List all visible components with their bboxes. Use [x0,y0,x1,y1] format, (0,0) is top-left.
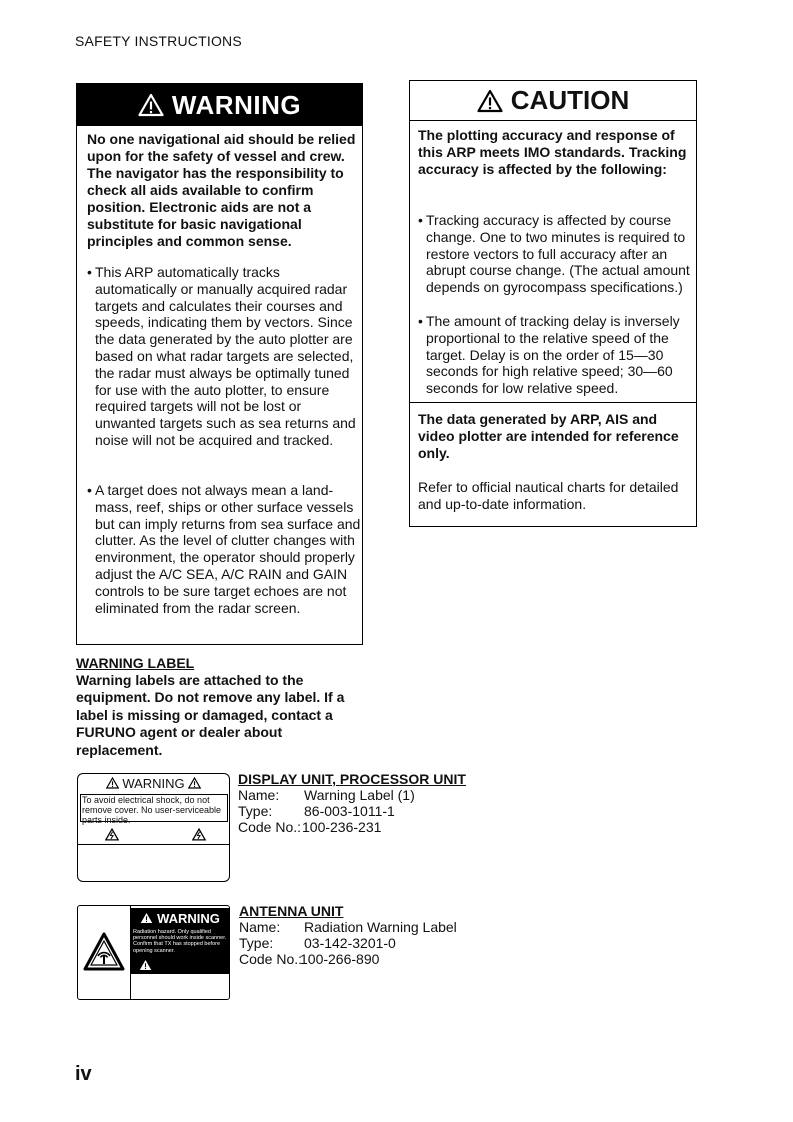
electric-shock-icon [192,828,206,841]
warning-bullet [87,264,362,449]
label-name-key: Name: [238,787,280,803]
antenna-unit-label-graphic [77,905,230,1000]
warning-header [77,84,362,126]
caution-bullet [418,313,696,397]
section-header: SAFETY INSTRUCTIONS [75,33,242,49]
radiation-label-strip [131,956,229,974]
warning-bullet-text: This ARP automatically tracks automatically or manually acquired radar targets and calculates their courses and speeds, indicating them by vectors. Since the data generated by the auto plotter are based on what radar targets are selected, the radar must always be optimally tuned for use with the auto plotter, to ensure required targets will not be lost or unwanted targets such as sea returns and noise will not be acquired and tracked. [95,264,356,448]
caution-bullet-text: Tracking accuracy is affected by course change. One to two minutes is required to restore vectors to full accuracy after an abrupt course change. (The actual amount depends on gyrocompass specifications.) [426,212,690,296]
warning-triangle-icon [140,912,153,924]
radiation-label-text: Radiation hazard. Only qualified personnel should work inside scanner. Confirm that TX has stopped before opening scanner. [131,928,229,956]
caution-bullet [418,212,696,296]
label-type-key: Type: [238,803,273,819]
label-name-value: Radiation Warning Label [304,919,457,935]
label-name-key: Name: [239,919,281,935]
warning-triangle-icon [138,93,164,117]
radiation-label-title: WARNING [157,910,220,926]
caution-lead-text: The plotting accuracy and response of this ARP meets IMO standards. Tracking accuracy is affected by the following: [418,127,687,177]
caution-triangle-icon [477,89,503,113]
radiation-label-header [131,908,229,928]
label-graphic-title [78,776,229,791]
label-type-key: Type: [239,935,274,951]
label-type-row [238,803,466,819]
label-name-row [238,787,466,803]
caution-note: The data generated by ARP, AIS and video plotter are intended for reference only. [418,411,679,461]
bullet-dot-icon: • [87,482,92,498]
label-type-value: 86-003-1011-1 [304,803,395,819]
warning-bullet [87,482,362,616]
electric-shock-icon [105,828,119,841]
warning-label-body: Warning labels are attached to the equipment. Do not remove any label. If a label is missing or damaged, contact a FURUNO agent or dealer about replacement. [76,672,345,758]
caution-divider [410,402,696,403]
label-type-value: 03-142-3201-0 [304,935,396,951]
caution-bullet-text: The amount of tracking delay is inversely proportional to the relative speed of the target. Delay is on the order of 15—30 seconds for high relative speed; 30—60 seconds for low relative speed. [426,313,680,397]
label-code-row [238,819,466,835]
label-unit-title: ANTENNA UNIT [239,903,344,919]
label-graphic-icons [78,824,229,845]
label-code-row [239,951,457,967]
label-graphic-title-text: WARNING [122,776,185,791]
label-name-value: Warning Label (1) [304,787,415,803]
warning-triangle-icon [188,777,201,789]
bullet-dot-icon: • [418,212,423,228]
label-type-row [239,935,457,951]
radiation-label-panel [131,906,229,999]
label-name-row [239,919,457,935]
antenna-unit-label-info [239,903,457,967]
warning-lead-text: No one navigational aid should be relied upon for the safety of vessel and crew. The navigator has the responsibility to check all aids available to confirm position. Electronic aids are not a substitute for basic navigational principles and common sense. [87,131,356,249]
label-code-value: 100-266-890 [300,951,380,967]
warning-box [76,83,363,645]
label-code-value: 100-236-231 [302,819,382,835]
warning-triangle-icon [139,959,152,971]
radiation-hazard-icon [83,932,125,972]
page-number: iv [75,1063,92,1085]
caution-reference: Refer to official nautical charts for detailed and up-to-date information. [418,479,679,512]
display-unit-label-graphic [77,773,230,882]
warning-title: WARNING [171,89,302,120]
label-graphic-text: To avoid electrical shock, do not remove cover. No user-serviceable parts inside. [80,794,228,822]
radiation-symbol-panel [78,906,131,999]
bullet-dot-icon: • [418,313,423,329]
bullet-dot-icon: • [87,264,92,280]
label-code-key: Code No.: [239,951,303,967]
caution-title: CAUTION [510,85,630,115]
label-code-key: Code No.: [238,819,302,835]
warning-triangle-icon [106,777,119,789]
caution-header [410,81,696,121]
warning-bullet-text: A target does not always mean a land-mass, reef, ships or other surface vessels but can imply returns from sea surface and clutter. As the level of clutter changes with environment, the operator should properly adjust the A/C SEA, A/C RAIN and GAIN controls to be sure target echoes are not eliminated from the radar screen. [95,482,361,616]
caution-box [409,80,697,527]
display-unit-label-info [238,771,466,835]
warning-label-title: WARNING LABEL [76,655,195,671]
label-unit-title: DISPLAY UNIT, PROCESSOR UNIT [238,771,466,787]
